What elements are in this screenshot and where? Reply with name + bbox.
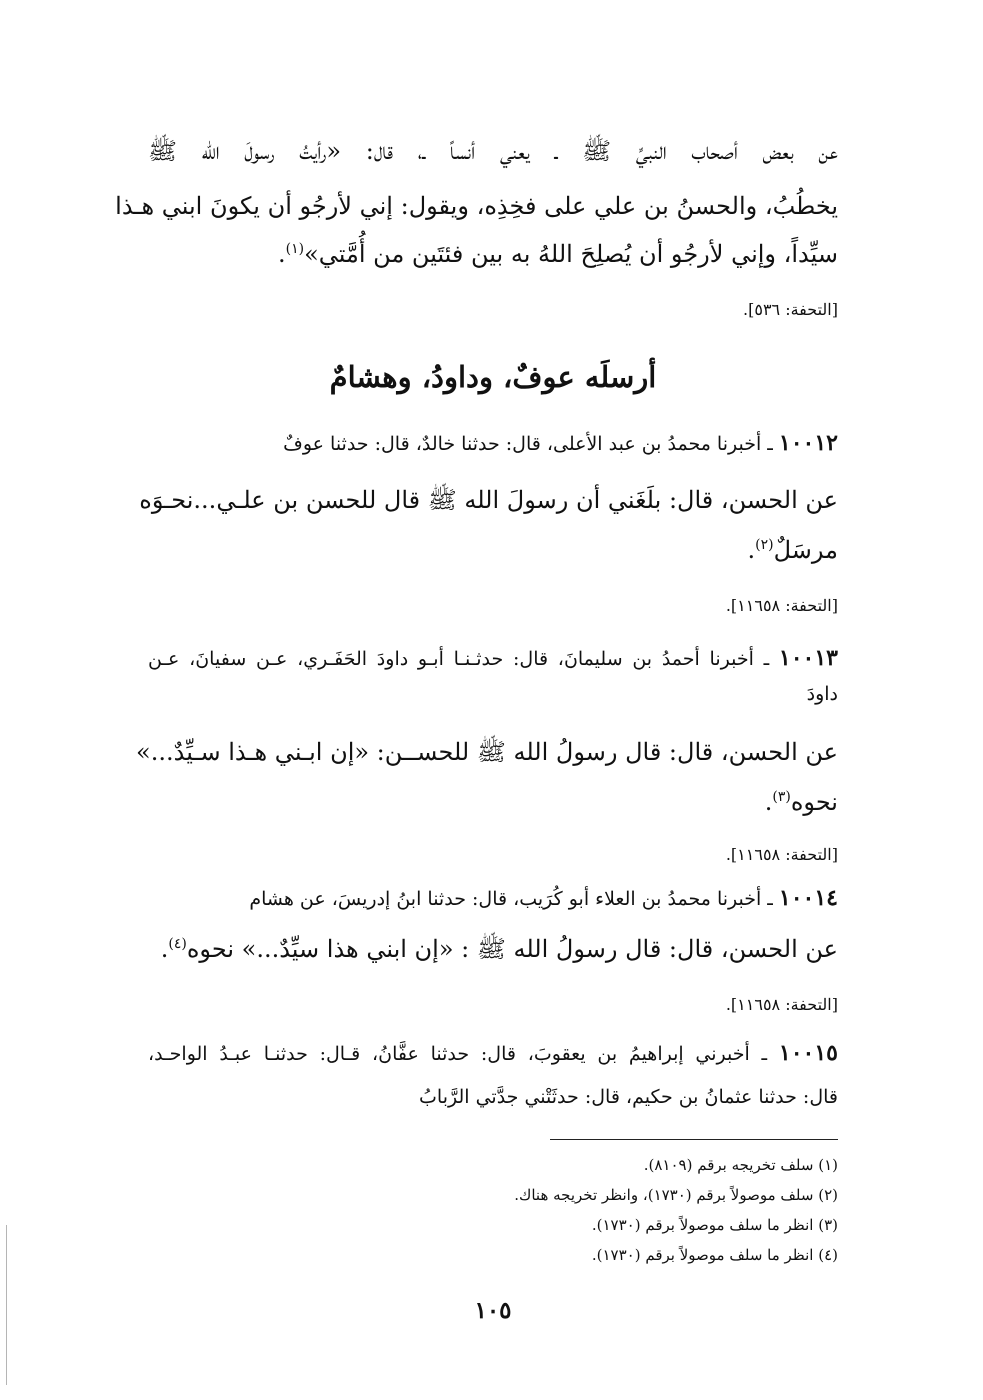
text-line-2: يخطُبُ، والحسنُ بن علي على فخِذِه، ويقول: إني لأرجُو أن يكونَ ابني هـذا: [115, 192, 838, 220]
hadith-10013-isnad: [148, 645, 838, 671]
hadith-10014-line-2-body: عن الحسن، قال: قال رسولُ الله ﷺ : «إن ابني هذا سيِّدٌ...» نحوه: [186, 935, 838, 963]
hadith-10013-line-4-body: نحوه: [790, 788, 838, 816]
text-line-3: سيِّداً، وإني لأرجُو أن يُصلِحَ اللهُ به بين فئتَين من أُمَّتي»$^{(١)}$.: [277, 240, 838, 268]
footnote-4: (٤) انظر ما سلف موصولاً برقم (١٧٣٠).: [591, 1246, 838, 1264]
footnote-1: (١) سلف تخريجه برقم (٨١٠٩).: [643, 1156, 838, 1174]
footnote-separator: [550, 1139, 838, 1140]
hadith-10012-isnad-text: ـ أخبرنا محمدُ بن عبد الأعلى، قال: حدثنا خالدٌ، قال: حدثنا عوفٌ: [283, 433, 779, 455]
hadith-10015-isnad-text: ـ أخبرني إبراهيمُ بن يعقوبَ، قال: حدثنا عفَّانُ، قـال: حدثنـا عبـدُ الواحـد،: [148, 1043, 779, 1065]
footnote-marker-2: (٢): [755, 537, 774, 553]
hadith-10015-line-2: قال: حدثنا عثمانُ بن حكيم، قال: حدثَتْني جدَّتي الرَّبابُ: [419, 1086, 838, 1108]
text-line-3-body: سيِّداً، وإني لأرجُو أن يُصلِحَ اللهُ به بين فئتَين من أُمَّتي»: [304, 240, 838, 268]
reference-tuhfa-536: [التحفة: ٥٣٦].: [743, 300, 838, 319]
page-number: ١٠٥: [474, 1297, 512, 1324]
section-heading: أرسلَه عوفٌ، وداودُ، وهشامٌ: [329, 360, 657, 394]
hadith-10015-isnad: [148, 1040, 838, 1066]
hadith-10013-isnad-text: ـ أخبرنا أحمدُ بن سليمانَ، قال: حدثـنـا أبـو داودَ الحَفَـري، عـن سفيانَ، عـن: [148, 648, 779, 670]
hadith-10012-isnad: [148, 430, 838, 456]
reference-tuhfa-11658-b: [التحفة: ١١٦٥٨].: [725, 845, 838, 864]
hadith-10012-line-2: عن الحسن، قال: بلَغَني أن رسولَ الله ﷺ قال للحسن بن علـي...نحـوَه: [139, 486, 838, 514]
reference-tuhfa-11658-a: [التحفة: ١١٦٥٨].: [725, 596, 838, 615]
book-page: [115, 0, 838, 1400]
hadith-number-10012: ١٠٠١٢: [778, 430, 838, 456]
footnote-marker-4: (٤): [168, 936, 187, 952]
hadith-number-10013: ١٠٠١٣: [778, 645, 838, 671]
hadith-10013-line-2: داودَ: [806, 683, 838, 705]
reference-tuhfa-11658-c: [التحفة: ١١٦٥٨].: [725, 995, 838, 1014]
hadith-10014-isnad: [148, 885, 838, 911]
hadith-10012-line-3: مرسَلٌ$^{(٢)}$.: [747, 536, 838, 564]
hadith-number-10014: ١٠٠١٤: [778, 885, 838, 911]
hadith-10014-isnad-text: ـ أخبرنا محمدُ بن العلاء أبو كُرَيب، قال: حدثنا ابنُ إدريسَ، عن هشام: [249, 888, 779, 910]
hadith-number-10015: ١٠٠١٥: [778, 1040, 838, 1066]
footnote-2: (٢) سلف موصولاً برقم (١٧٣٠)، وانظر تخريجه هناك.: [514, 1186, 838, 1204]
text-line-1: عن بعض أصحاب النبيِّ ﷺ ـ يعني أنساً ـ، قال: «رأيتُ رسولَ الله ﷺ: [148, 137, 838, 165]
hadith-10014-line-2: عن الحسن، قال: قال رسولُ الله ﷺ : «إن ابني هذا سيِّدٌ...» نحوه$^{(٤)}$.: [160, 935, 838, 963]
hadith-10012-line-3-body: مرسَلٌ: [773, 536, 838, 564]
hadith-10013-line-4: نحوه$^{(٣)}$.: [764, 788, 838, 816]
footnote-marker-1: (١): [285, 241, 305, 257]
footnote-3: (٣) انظر ما سلف موصولاً برقم (١٧٣٠).: [591, 1216, 838, 1234]
footnote-marker-3: (٣): [772, 789, 791, 805]
hadith-10013-line-3: عن الحسن، قال: قال رسولُ الله ﷺ للحســن: «إن ابـني هـذا سـيِّدٌ...»: [136, 738, 838, 766]
page-edge-line: [6, 1225, 7, 1385]
